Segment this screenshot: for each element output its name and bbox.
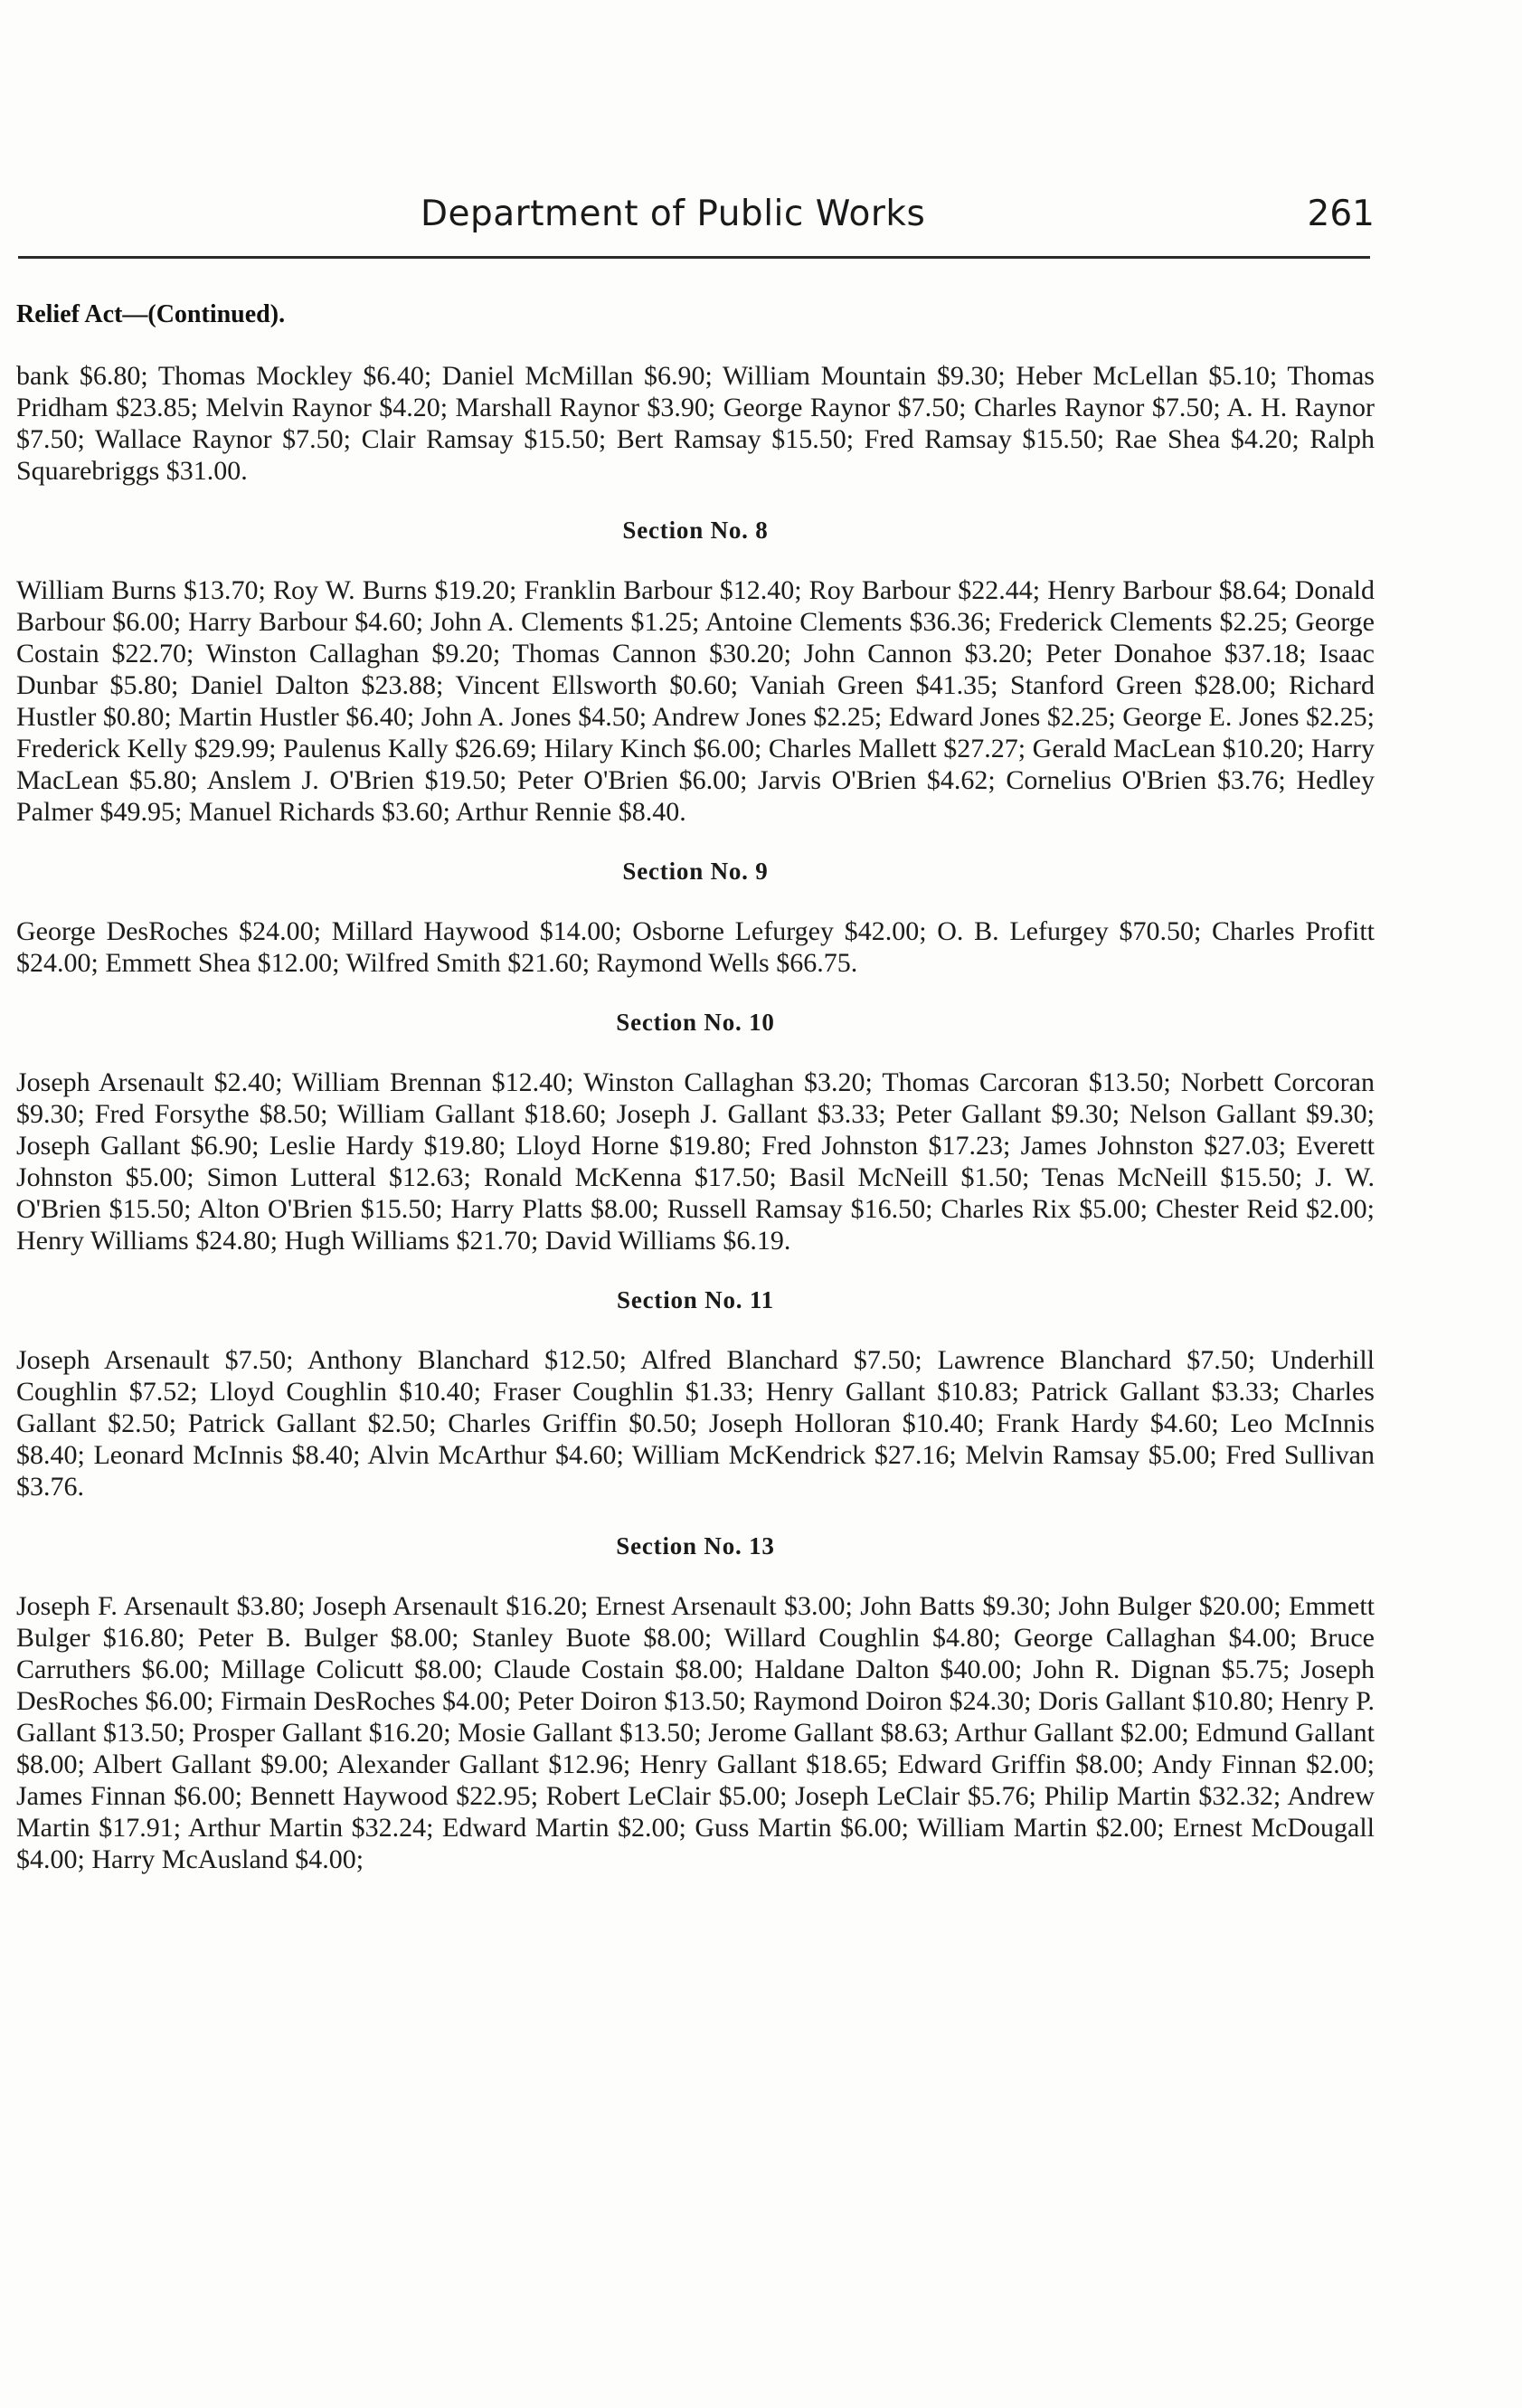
intro-paragraph: bank $6.80; Thomas Mockley $6.40; Daniel McMillan $6.90; William Mountain $9.30; Heber McLellan $5.10; Thomas Pridham $23.85; Melvin Raynor $4.20; Marshall Raynor $3.90; George Raynor $7.50; Charles Raynor $7.50; A. H. Raynor $7.50; Wallace Raynor $7.50; Clair Ramsay $15.50; Bert Ramsay $15.50; Fred Ramsay $15.50; Rae Shea $4.20; Ralph Squarebriggs $31.00.: [16, 361, 1375, 486]
document-body: [16, 300, 1375, 1875]
section-8-paragraph: William Burns $13.70; Roy W. Burns $19.20; Franklin Barbour $12.40; Roy Barbour $22.44; Henry Barbour $8.64; Donald Barbour $6.00; Harry Barbour $4.60; John A. Clements $1.25; Antoine Clements $36.36; Frederick Clements $2.25; George Costain $22.70; Winston Callaghan $9.20; Thomas Cannon $30.20; John Cannon $3.20; Peter Donahoe $37.18; Isaac Dunbar $5.80; Daniel Dalton $23.88; Vincent Ellsworth $0.60; Vaniah Green $41.35; Stanford Green $28.00; Richard Hustler $0.80; Martin Hustler $6.40; John A. Jones $4.50; Andrew Jones $2.25; Edward Jones $2.25; George E. Jones $2.25; Frederick Kelly $29.99; Paulenus Kally $26.69; Hilary Kinch $6.00; Charles Mallett $27.27; Gerald MacLean $10.20; Harry MacLean $5.80; Anslem J. O'Brien $19.50; Peter O'Brien $6.00; Jarvis O'Brien $4.62; Cornelius O'Brien $3.76; Hedley Palmer $49.95; Manuel Richards $3.60; Arthur Rennie $8.40.: [16, 575, 1375, 827]
running-header: [18, 194, 1375, 248]
header-rule: [18, 256, 1370, 259]
section-heading-9: Section No. 9: [622, 858, 769, 885]
section-10-paragraph: Joseph Arsenault $2.40; William Brennan $12.40; Winston Callaghan $3.20; Thomas Carcoran $13.50; Norbett Corcoran $9.30; Fred Forsythe $8.50; William Gallant $18.60; Joseph J. Gallant $3.33; Peter Gallant $9.30; Nelson Gallant $9.30; Joseph Gallant $6.90; Leslie Hardy $19.80; Lloyd Horne $19.80; Fred Johnston $17.23; James Johnston $27.03; Everett Johnston $5.00; Simon Lutteral $12.63; Ronald McKenna $17.50; Basil McNeill $1.50; Tenas McNeill $15.50; J. W. O'Brien $15.50; Alton O'Brien $15.50; Harry Platts $8.00; Russell Ramsay $16.50; Charles Rix $5.00; Chester Reid $2.00; Henry Williams $24.80; Hugh Williams $21.70; David Williams $6.19.: [16, 1067, 1375, 1256]
section-heading-11: Section No. 11: [617, 1286, 774, 1313]
section-9-paragraph: George DesRoches $24.00; Millard Haywood $14.00; Osborne Lefurgey $42.00; O. B. Lefurgey $70.50; Charles Profitt $24.00; Emmett Shea $12.00; Wilfred Smith $21.60; Raymond Wells $66.75.: [16, 916, 1375, 978]
section-11-paragraph: Joseph Arsenault $7.50; Anthony Blanchard $12.50; Alfred Blanchard $7.50; Lawrence Blanchard $7.50; Underhill Coughlin $7.52; Lloyd Coughlin $10.40; Fraser Coughlin $1.33; Henry Gallant $10.83; Patrick Gallant $3.33; Charles Gallant $2.50; Patrick Gallant $2.50; Charles Griffin $0.50; Joseph Holloran $10.40; Frank Hardy $4.60; Leo McInnis $8.40; Leonard McInnis $8.40; Alvin McArthur $4.60; William McKendrick $27.16; Melvin Ramsay $5.00; Fred Sullivan $3.76.: [16, 1345, 1375, 1502]
section-heading-10: Section No. 10: [616, 1009, 775, 1036]
section-13-paragraph: Joseph F. Arsenault $3.80; Joseph Arsenault $16.20; Ernest Arsenault $3.00; John Batts $9.30; John Bulger $20.00; Emmett Bulger $16.80; Peter B. Bulger $8.00; Stanley Buote $8.00; Willard Coughlin $4.80; George Callaghan $4.00; Bruce Carruthers $6.00; Millage Colicutt $8.00; Claude Costain $8.00; Haldane Dalton $40.00; John R. Dignan $5.75; Joseph DesRoches $6.00; Firmain DesRoches $4.00; Peter Doiron $13.50; Raymond Doiron $24.30; Doris Gallant $10.80; Henry P. Gallant $13.50; Prosper Gallant $16.20; Mosie Gallant $13.50; Jerome Gallant $8.63; Arthur Gallant $2.00; Edmund Gallant $8.00; Albert Gallant $9.00; Alexander Gallant $12.96; Henry Gallant $18.65; Edward Griffin $8.00; Andy Finnan $2.00; James Finnan $6.00; Bennett Haywood $22.95; Robert LeClair $5.00; Joseph LeClair $5.76; Philip Martin $32.32; Andrew Martin $17.91; Arthur Martin $32.24; Edward Martin $2.00; Guss Martin $6.00; William Martin $2.00; Ernest McDougall $4.00; Harry McAusland $4.00;: [16, 1591, 1375, 1874]
section-heading-8: Section No. 8: [622, 517, 769, 544]
running-title: Department of Public Works: [421, 194, 926, 234]
page-number: 261: [1307, 194, 1375, 234]
continued-heading: Relief Act—(Continued).: [16, 300, 286, 328]
section-heading-13: Section No. 13: [616, 1532, 775, 1560]
